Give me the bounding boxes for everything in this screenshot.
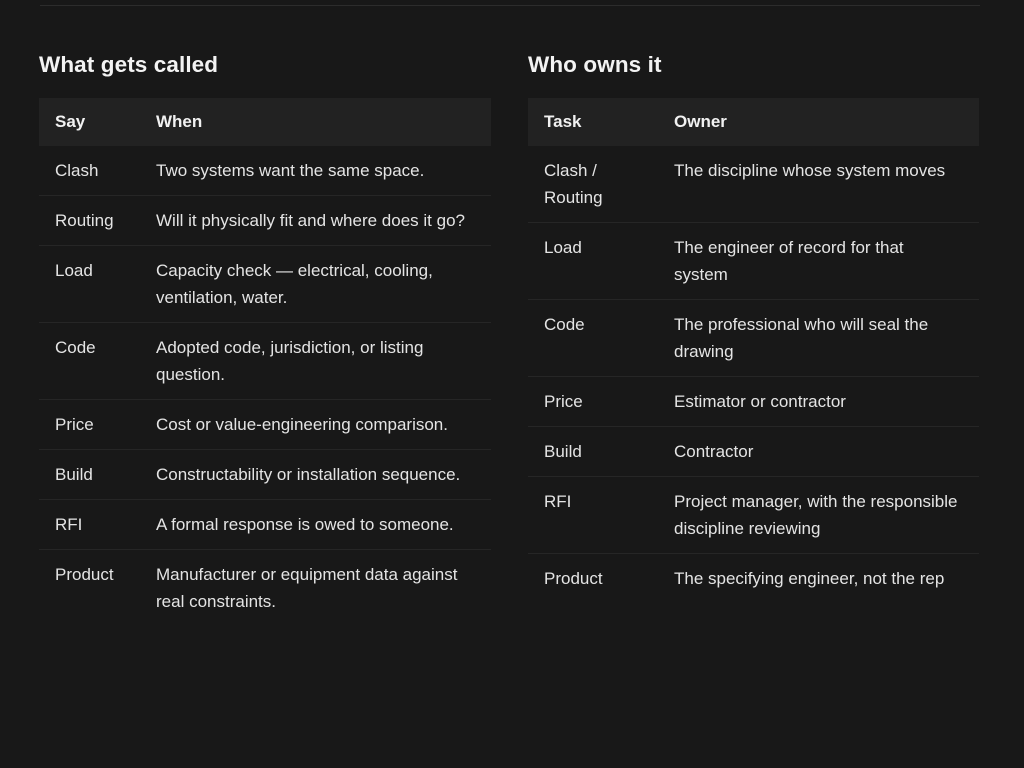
table-row: [39, 146, 491, 196]
table-row: [528, 477, 979, 554]
owner-cell: Contractor: [658, 427, 979, 477]
column-header-owner: Owner: [658, 98, 979, 146]
top-divider: [40, 5, 980, 6]
term-cell: Product: [55, 565, 114, 584]
column-header-when: When: [140, 98, 491, 146]
who-owns-it-section: [528, 50, 979, 603]
owner-cell: The professional who will seal the drawing: [658, 300, 979, 377]
table-row: [528, 427, 979, 477]
term-cell: Build: [39, 450, 140, 500]
description-cell: A formal response is owed to someone.: [140, 500, 491, 550]
description-cell: Constructability or installation sequence.: [140, 450, 491, 500]
table-header-row: [528, 98, 979, 146]
description-cell: Cost or value-engineering comparison.: [140, 400, 491, 450]
owner-cell: The engineer of record for that system: [658, 223, 979, 300]
description-cell: Manufacturer or equipment data against real constraints.: [156, 565, 458, 611]
task-cell: Clash / Routing: [528, 146, 658, 223]
term-cell: Routing: [39, 196, 140, 246]
what-gets-called-table: [39, 98, 491, 626]
owner-cell: The specifying engineer, not the rep: [674, 569, 945, 588]
who-owns-it-table: [528, 98, 979, 603]
table-row: [39, 500, 491, 550]
task-cell: Product: [544, 569, 603, 588]
description-cell: Two systems want the same space.: [140, 146, 491, 196]
table-row: [39, 323, 491, 400]
description-cell: Capacity check — electrical, cooling, ventilation, water.: [140, 246, 491, 323]
owner-cell: The discipline whose system moves: [658, 146, 979, 223]
term-cell: Load: [39, 246, 140, 323]
table-row: [528, 223, 979, 300]
table-row: [528, 377, 979, 427]
task-cell: Price: [528, 377, 658, 427]
term-cell: RFI: [39, 500, 140, 550]
table-row: [39, 450, 491, 500]
table-row: [39, 400, 491, 450]
term-cell: Price: [39, 400, 140, 450]
table-row: [39, 246, 491, 323]
task-cell: Build: [528, 427, 658, 477]
description-cell: Will it physically fit and where does it go?: [140, 196, 491, 246]
table-row: [39, 550, 491, 627]
task-cell: Load: [528, 223, 658, 300]
task-cell: Code: [528, 300, 658, 377]
what-gets-called-section: [39, 50, 491, 626]
table-header-row: [39, 98, 491, 146]
section-title-what-gets-called: What gets called: [39, 52, 219, 77]
owner-cell: Estimator or contractor: [658, 377, 979, 427]
table-row: [39, 196, 491, 246]
column-header-say: Say: [39, 98, 140, 146]
description-cell: Adopted code, jurisdiction, or listing question.: [140, 323, 491, 400]
table-row: [528, 554, 979, 604]
table-row: [528, 300, 979, 377]
table-row: [528, 146, 979, 223]
term-cell: Code: [39, 323, 140, 400]
term-cell: Clash: [39, 146, 140, 196]
owner-cell: Project manager, with the responsible discipline reviewing: [658, 477, 979, 554]
task-cell: RFI: [528, 477, 658, 554]
section-title-who-owns-it: Who owns it: [528, 52, 662, 77]
column-header-task: Task: [528, 98, 658, 146]
